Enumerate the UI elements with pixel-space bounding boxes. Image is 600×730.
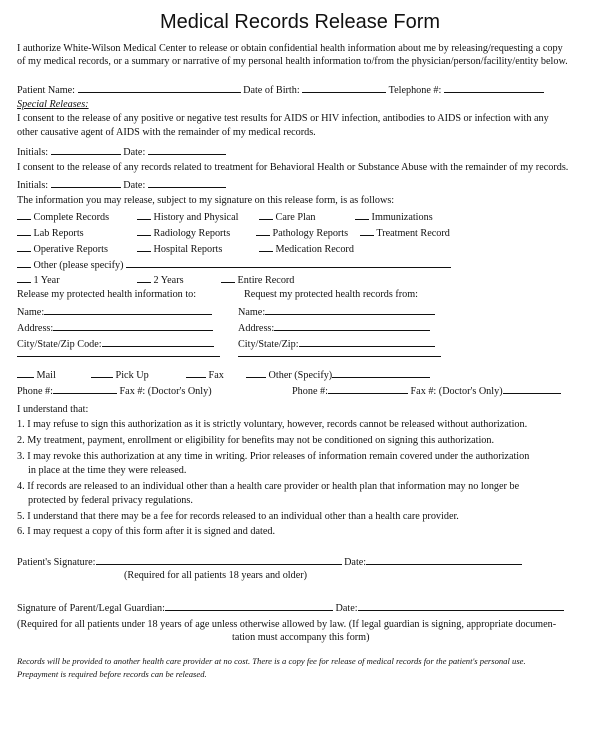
- initials-label: Initials:: [17, 180, 49, 191]
- hiv-initials-row: [17, 145, 226, 159]
- record-label: Complete Records: [33, 212, 110, 223]
- record-label: Treatment Record: [376, 228, 450, 239]
- address-label: Address:: [17, 323, 54, 334]
- other-delivery-field[interactable]: [332, 368, 430, 378]
- request-name-field[interactable]: [265, 305, 435, 315]
- pickup-label: Pick Up: [115, 370, 149, 381]
- telephone-label: Telephone #:: [388, 85, 442, 96]
- period-option[interactable]: [137, 273, 184, 287]
- behavioral-consent: I consent to the release of any records related to treatment for Behavioral Health or Substance Abuse with the remainder of my records.: [17, 162, 569, 173]
- record-checkbox[interactable]: [259, 210, 273, 220]
- record-checkbox[interactable]: [137, 226, 151, 236]
- release-city-field[interactable]: [102, 337, 214, 347]
- telephone-field[interactable]: [444, 83, 544, 93]
- understand-item-3-cont: in place at the time they were released.: [28, 465, 187, 476]
- fax-label: Fax #: (Doctor's Only): [410, 386, 503, 397]
- record-checkbox[interactable]: [256, 226, 270, 236]
- dob-label: Date of Birth:: [243, 85, 300, 96]
- request-name-row: [238, 305, 435, 319]
- period-checkbox[interactable]: [221, 273, 235, 283]
- footer-line-2: Prepayment is required before records can be released.: [17, 669, 207, 679]
- special-releases-heading: Special Releases:: [17, 99, 89, 110]
- period-checkbox[interactable]: [17, 273, 31, 283]
- record-label: Immunizations: [371, 212, 433, 223]
- behavioral-date-field[interactable]: [148, 178, 226, 188]
- release-name-field[interactable]: [44, 305, 212, 315]
- record-label: Lab Reports: [33, 228, 84, 239]
- other-delivery-label: Other (Specify): [268, 370, 333, 381]
- patient-name-label: Patient Name:: [17, 85, 75, 96]
- name-label: Name:: [17, 307, 45, 318]
- record-option[interactable]: [259, 210, 315, 224]
- record-checkbox[interactable]: [17, 226, 31, 236]
- record-checkbox[interactable]: [355, 210, 369, 220]
- initials-label: Initials:: [17, 147, 49, 158]
- phone-field-right[interactable]: [328, 384, 408, 394]
- city-label: City/State/Zip:: [238, 339, 299, 350]
- fax-label: Fax: [208, 370, 224, 381]
- understand-item-4-cont: protected by federal privacy regulations.: [28, 495, 193, 506]
- footer-line-1: Records will be provided to another health care provider at no cost. There is a copy fee for release of medical records for the patient's personal use.: [17, 656, 526, 666]
- guardian-date-label: Date:: [335, 603, 358, 614]
- period-label: 1 Year: [33, 275, 60, 286]
- request-extra-row: [238, 347, 441, 361]
- phone-label: Phone #:: [17, 386, 53, 397]
- record-label: Pathology Reports: [272, 228, 349, 239]
- record-label: Care Plan: [275, 212, 316, 223]
- guardian-signature-row: [17, 601, 564, 615]
- understand-item-5: 5. I understand that there may be a fee for records released to an individual other than a health care provider.: [17, 511, 459, 522]
- release-extra-row: [17, 347, 220, 361]
- other-checkbox[interactable]: [17, 258, 31, 268]
- request-address-row: [238, 321, 430, 335]
- other-label: Other (please specify): [33, 260, 124, 271]
- understand-item-1: 1. I may refuse to sign this authorization as it is strictly voluntary, however, records cannot be released without authorization.: [17, 419, 528, 430]
- mail-label: Mail: [36, 370, 56, 381]
- understand-item-6: 6. I may request a copy of this form after it is signed and dated.: [17, 526, 276, 537]
- behavioral-initials-row: [17, 178, 226, 192]
- patient-signature-date-field[interactable]: [366, 555, 522, 565]
- hiv-initials-field[interactable]: [51, 145, 121, 155]
- patient-signature-label: Patient's Signature:: [17, 557, 96, 568]
- info-intro: The information you may release, subject to my signature on this release form, is as follows:: [17, 195, 395, 206]
- record-option[interactable]: [137, 226, 230, 240]
- delivery-mail[interactable]: [17, 368, 56, 382]
- pickup-checkbox[interactable]: [91, 368, 113, 378]
- record-option[interactable]: [137, 242, 222, 256]
- intro-line-1: I authorize White-Wilson Medical Center to release or obtain confidential health information about me by releasing/requesting a copy: [17, 43, 563, 54]
- phone-fax-row-right: [292, 384, 561, 398]
- understand-heading: I understand that:: [17, 404, 89, 415]
- fax-checkbox[interactable]: [186, 368, 206, 378]
- other-record-field[interactable]: [126, 258, 451, 268]
- guardian-note-line-1: (Required for all patients under 18 years of age unless otherwise allowed by law. (If legal guardian is signing, appropriate documen-: [17, 619, 557, 630]
- name-label: Name:: [238, 307, 266, 318]
- understand-item-2: 2. My treatment, payment, enrollment or eligibility for benefits may not be conditioned on signing this authorization.: [17, 435, 495, 446]
- record-checkbox[interactable]: [137, 242, 151, 252]
- request-address-field[interactable]: [274, 321, 430, 331]
- period-label: Entire Record: [237, 275, 295, 286]
- form-title: Medical Records Release Form: [159, 11, 441, 33]
- record-label: Operative Reports: [33, 244, 108, 255]
- patient-name-row: [17, 83, 544, 97]
- record-label: History and Physical: [153, 212, 239, 223]
- hiv-date-field[interactable]: [148, 145, 226, 155]
- record-checkbox[interactable]: [17, 210, 31, 220]
- period-checkbox[interactable]: [137, 273, 151, 283]
- period-label: 2 Years: [153, 275, 184, 286]
- record-option[interactable]: [360, 226, 450, 240]
- record-label: Medication Record: [275, 244, 354, 255]
- release-name-row: [17, 305, 212, 319]
- request-city-field[interactable]: [299, 337, 435, 347]
- understand-item-4: 4. If records are released to an individual other than a health care provider or health plan that information may no longer be: [17, 481, 520, 492]
- hiv-consent-line-2: other causative agent of AIDS with the remainder of my medical records.: [17, 127, 316, 138]
- release-address-row: [17, 321, 213, 335]
- record-option[interactable]: [17, 242, 108, 256]
- other-delivery-checkbox[interactable]: [246, 368, 266, 378]
- delivery-fax[interactable]: [186, 368, 224, 382]
- behavioral-initials-field[interactable]: [51, 178, 121, 188]
- fax-label: Fax #: (Doctor's Only): [119, 386, 212, 397]
- patient-signature-row: [17, 555, 522, 569]
- date-label: Date:: [123, 180, 146, 191]
- patient-signature-field[interactable]: [96, 555, 342, 565]
- release-to-heading: Release my protected health information to:: [17, 289, 197, 300]
- record-label: Hospital Reports: [153, 244, 223, 255]
- phone-field-left[interactable]: [53, 384, 117, 394]
- hiv-consent-line-1: I consent to the release of any positive or negative test results for AIDS or HIV infection, antibodies to AIDS or infection with any: [17, 113, 549, 124]
- understand-item-3: 3. I may revoke this authorization at any time in writing. Prior releases of information remain covered under the authorization: [17, 451, 530, 462]
- guardian-signature-label: Signature of Parent/Legal Guardian:: [17, 603, 165, 614]
- address-label: Address:: [238, 323, 275, 334]
- guardian-date-field[interactable]: [358, 601, 564, 611]
- city-label: City/State/Zip Code:: [17, 339, 102, 350]
- phone-label: Phone #:: [292, 386, 328, 397]
- record-checkbox[interactable]: [17, 242, 31, 252]
- guardian-note-line-2: tation must accompany this form): [232, 632, 370, 643]
- record-option[interactable]: [17, 210, 109, 224]
- request-extra-field[interactable]: [238, 347, 441, 357]
- fax-field-right[interactable]: [503, 384, 561, 394]
- date-label: Date:: [123, 147, 146, 158]
- record-option[interactable]: [17, 226, 84, 240]
- request-from-heading: Request my protected health records from:: [244, 289, 418, 300]
- delivery-pickup[interactable]: [91, 368, 149, 382]
- record-option[interactable]: [137, 210, 238, 224]
- record-option[interactable]: [355, 210, 433, 224]
- intro-line-2: of my medical records, or a summary or narrative of my personal health information to/from the physician/person/facility/entity below.: [17, 56, 568, 67]
- signature-date-label: Date:: [344, 557, 367, 568]
- period-option[interactable]: [221, 273, 294, 287]
- phone-fax-row-left: [17, 384, 212, 398]
- patient-name-field[interactable]: [78, 83, 241, 93]
- guardian-signature-field[interactable]: [165, 601, 333, 611]
- record-label: Radiology Reports: [153, 228, 231, 239]
- release-extra-field[interactable]: [17, 347, 220, 357]
- record-option[interactable]: [259, 242, 354, 256]
- record-option[interactable]: [256, 226, 348, 240]
- dob-field[interactable]: [302, 83, 386, 93]
- release-address-field[interactable]: [53, 321, 213, 331]
- delivery-other[interactable]: [246, 368, 430, 382]
- record-checkbox[interactable]: [137, 210, 151, 220]
- mail-checkbox[interactable]: [17, 368, 34, 378]
- record-checkbox[interactable]: [259, 242, 273, 252]
- other-record-row: [17, 258, 451, 272]
- record-checkbox[interactable]: [360, 226, 374, 236]
- patient-signature-note: (Required for all patients 18 years and older): [124, 570, 308, 581]
- period-option[interactable]: [17, 273, 60, 287]
